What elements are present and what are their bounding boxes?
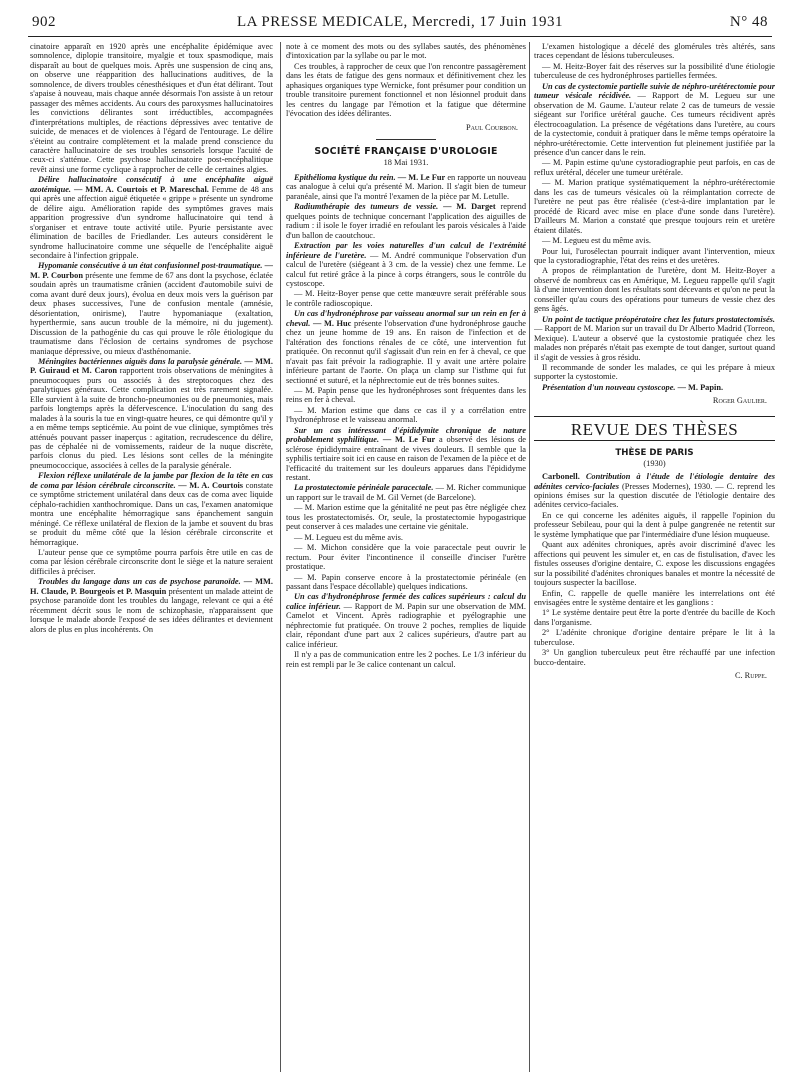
paragraph: — M. Marion estime que dans ce cas il y a corrélation entre l'hydronéphrose et le vaisseau anormal.	[286, 405, 526, 425]
article-title: Troubles du langage dans un cas de psychose paranoïde.	[38, 577, 241, 587]
article-authors: — M. Papin.	[677, 382, 724, 392]
article	[534, 472, 775, 510]
paragraph: cinatoire apparaît en 1920 après une encéphalite épidémique avec somnolence, diplopie transitoire, myalgie et toux spasmodique, mais disparaît au bout de quelques mois. Après une suspension de cinq ans, on observe une réapparition des hallucinations auditives, de la somnolence, de divers troubles cénesthésiques et d'un état délirant. Tout s'apaise à nouveau, mais chaque année désormais l'on assiste à un retour passager des mêmes accidents. Au cours des paroxysmes hallucinatoires les convictions délirantes sont irréductibles, accompagnées d'interprétations multiples, de réactions dépressives avec tentative de suicide, de menaces et de violences à l'égard de l'entourage. Le délire s'éteint au contraire complètement et la malade prend conscience du caractère hallucinatoire de ses troubles sensoriels lorsque l'acuité de ceux-ci s'atténue. Cette psychose hallucinatoire post-encéphalitique revêt ainsi une forme cyclique à rapprocher de celle de certaines algies.	[30, 42, 273, 174]
paragraph: En ce qui concerne les adénites aiguës, il rappelle l'opinion du professeur Sebileau, pour qui la dent à pulpe gangrenée ne retentit sur le système lymphatique que par l'intermédiaire d'une lésion muqueuse.	[534, 510, 775, 539]
paragraph: Il n'y a pas de communication entre les 2 poches. Le 1/3 inférieur du rein est rempli par le 3e calice contenant un calcul.	[286, 650, 526, 669]
article-title: Un cas d'hydronéphrose par vaisseau anormal sur un rein en fer à cheval.	[286, 309, 526, 328]
article-body: rapportent trois observations de méningites à pneumocoques purs ou associés à des streptocoques chez des paralytiques généraux. Cette complication est très rarement signalée. Elle survient à la suite de broncho-pneumonies ou de pneumonies, mais parfois longtemps après la défervescence. L'inoculation du sang des malades à la souris la tue en vingt-quatre heures, ce qui démontre qu'il y a en même temps septicémie. Au point de vue clinique, symptômes très atténués pouvant passer inaperçus : agitation, recrudescence du délire, pas de céphalée ni de vomissements, raideur de la nuque discrète, parfois clonus du pied. Les lésions sont celles de la méningite pneumococcique, associées à celles de la paralysie générale.	[30, 366, 273, 470]
column-middle	[286, 42, 526, 1082]
list-item: 1° Le système dentaire peut être la porte d'entrée du bacille de Koch dans l'organisme.	[534, 608, 775, 627]
signature: Roger Gaulier.	[712, 396, 767, 406]
these-heading: THÈSE DE PARIS	[615, 448, 694, 459]
paragraph: Ces troubles, à rapprocher de ceux que l'on rencontre passagèrement dans les états de fatigue des gens normaux et définitivement chez les aphasiques organiques type Wernicke, font présumer pour condition un trouble transitoire purement fonctionnel et non lésionnel produit dans les centres du langage par l'émotion et la fatigue que détermine l'évocation des idées délirantes.	[286, 61, 526, 119]
article-title: Sur un cas intéressant d'épididymite chronique de nature probablement syphilitique.	[286, 425, 526, 445]
header-rule	[28, 36, 772, 37]
paragraph: — M. Papin estime qu'une cystoradiographie peut parfois, en cas de reflux urétéral, déceler une tumeur urétérale.	[534, 158, 775, 177]
article-authors: — M. Darget	[443, 202, 496, 212]
list-item: 2° L'adénite chronique d'origine dentaire prépare le lit à la tuberculose.	[534, 628, 775, 647]
article	[30, 357, 273, 470]
article-body: — M. André communique l'observation d'un calcul de l'uretère (siégeant à 3 cm. de la vessie) chez une femme. Le calcul fut retiré grâce à la pince à corps étrangers, sous le contrôle du cystoscope.	[286, 250, 526, 288]
article-authors: — MM. P. Guiraud et M. Caron	[30, 356, 273, 376]
article-title: Hypomanie consécutive à un état confusionnel post-traumatique.	[38, 261, 263, 271]
article-body: — M. Richer communique un rapport sur le travail de M. Gil Vernet (de Barcelone).	[286, 483, 526, 502]
article-authors: — MM. A. Courtois et P. Mareschal.	[73, 184, 209, 194]
article-body: présentent un malade atteint de psychose paranoïde dont les troubles du langage, relevant ce qui a été récemment décrit sous le nom de schizophasie, n'apparaissent que lorsque le malade aborde l'exposé de ses idées délirantes et deviennent alors de plus en plus incohérents. On	[30, 586, 273, 634]
article-body: Femme de 48 ans qui après une affection aiguë étiquetée « grippe » présente un syndrome de délire aigu. Amélioration rapide des symptômes graves mais apparition progressive d'un syndrome hallucinatoire qui tend à s'organiser et entrave toute activité utile. Pyurie persistante avec élimination de bacilles de Friedlander. Les auteurs considèrent le syndrome hallucinatoire comme une séquelle de l'encéphalite aiguë secondaire à l'infection grippale.	[30, 184, 273, 260]
article-title: Flexion réflexe unilatérale de la jambe par flexion de la tête en cas de coma par lésion cérébrale circonscrite.	[30, 471, 273, 490]
article-title: Epithélioma kystique du rein.	[294, 172, 396, 182]
article	[286, 309, 526, 385]
paragraph: — M. Papin conserve encore à la prostatectomie périnéale (en passant dans l'espace décollable) quelques indications.	[286, 572, 526, 592]
society-heading: SOCIÉTÉ FRANÇAISE D'UROLOGIE	[314, 146, 498, 158]
article-title: Extraction par les voies naturelles d'un calcul de l'extrémité inférieure de l'uretère.	[286, 241, 526, 260]
article-body: — Rapport de M. Legueu sur une observation de M. Gaume. L'auteur relate 2 cas de tumeurs de vessie siégeant sur l'orifice urétéral gauche. Ces tumeurs récidivent après électrocoagulation. La présence de végétations dans l'uretère, au cours de la cystectomie, conduit à pratiquer dans le même temps opératoire la néphro-urétérectomie. Cette intervention fut pleinement justifiée par la présence d'un cancer dans le rein.	[534, 91, 775, 157]
column-divider	[280, 42, 281, 1072]
article-body: — Rapport de M. Marion sur un travail du Dr Alberto Madrid (Torreon, Mexique). L'auteur a observé que la cystostomie pratiquée chez les malades non préparés n'était pas exempte de tout danger, surtout quand il s'agit de vessies à gros résidu.	[534, 324, 775, 362]
these-year: (1930)	[643, 458, 666, 468]
paragraph: note à ce moment des mots ou des syllabes sautés, des phénomènes d'intoxication par la syllabe ou par le mot.	[286, 42, 526, 61]
signature: C. Ruppe.	[734, 671, 767, 681]
paragraph: — M. Heitz-Boyer pense que cette manœuvre serait préférable sous le contrôle radioscopique.	[286, 289, 526, 308]
article-title: Radiumthérapie des tumeurs de vessie.	[294, 202, 439, 212]
paragraph: — M. Marion pratique systématiquement la néphro-urétérectomie dans les cas de tumeurs vésicales où la réimplantation correcte de l'uretère ne peut pas être réalisée (c'est-à-dire implantation par le procédé de Ricard avec mise en place d'une sonde dans l'uretère). D'ailleurs M. Marion a constaté que presque toujours rein et uretère étaient dilatés.	[534, 178, 775, 235]
article-body: en rapporte un nouveau cas analogue à celui qu'a présenté M. Marion. Il s'agit bien de tumeur paranéale, ainsi que l'a montré l'examen de la pièce par M. Letulle.	[286, 172, 526, 201]
section-divider	[376, 139, 436, 140]
signature: Paul Courbon.	[465, 122, 518, 132]
article-body: a observé des lésions de sclérose épididymaire entraînant de vives douleurs. Il semble que la syphilis tertiaire soit ici en cause en raison de l'examen de la pièce et de l'efficacité du traitement sur les douleurs apparues dans l'épididyme restant.	[286, 435, 526, 483]
article-title: La prostatectomie périnéale paracectale.	[294, 483, 434, 493]
article	[534, 82, 775, 158]
list-item: 3° Un ganglion tuberculeux peut être réchauffé par une infection bucco-dentaire.	[534, 648, 775, 667]
article	[286, 592, 526, 649]
paragraph: Pour lui, l'urosélectan pourrait indiquer avant l'intervention, mieux que la cystoradiographie, l'état des reins et des uretères.	[534, 246, 775, 265]
article-authors: — M. A. Courtois	[178, 480, 244, 490]
paragraph: — M. Legueu est du même avis.	[542, 236, 651, 246]
page-header	[28, 14, 772, 36]
article	[30, 261, 273, 356]
article-body: reprend quelques points de technique concernant l'application des aiguilles de radium : il isole le foyer irradié en refoulant les parois vésicales à l'aide d'un ballon de caoutchouc.	[286, 202, 526, 240]
article-title: Un cas de cystectomie partielle suivie de néphro-urétérectomie pour tumeur vésicale récidivée.	[534, 81, 775, 101]
article-body: (Presses Modernes), 1930. — C. reprend les opinions émises sur la question discutée de l'étiologie dentaire des adénites cervico-faciales.	[534, 481, 775, 510]
article-title: Délire hallucinatoire consécutif à une encéphalite aiguë azotémique.	[30, 175, 273, 194]
paragraph: Il recommande de sonder les malades, ce qui les prépare à mieux supporter la cystostomie.	[534, 362, 775, 382]
paragraph: — M. Legueu est du même avis.	[294, 532, 403, 542]
article	[30, 471, 273, 547]
article	[286, 426, 526, 483]
paragraph: L'auteur pense que ce symptôme pourra parfois être utile en cas de coma par lésion cérébrale circonscrite dont le siège et la nature seraient difficiles à préciser.	[30, 548, 273, 576]
article-authors: — M. P. Courbon	[30, 261, 273, 280]
article	[30, 577, 273, 634]
article	[534, 315, 775, 362]
article-authors: — MM. H. Claude, P. Bourgeois et P. Masquin	[30, 577, 273, 596]
article-body: — Rapport de M. Papin sur une observation de MM. Camelot et Vincent. Après radiographie et pyélographie une néphrectomie fut pratiquée. On trouve 2 poches, remplies de liquide clair, répondant d'une part aux 2 calices supérieurs, d'autre part au calice inférieur.	[286, 601, 526, 649]
paragraph: — M. Heitz-Boyer fait des réserves sur la possibilité d'une étiologie tuberculeuse de ces hydronéphroses partielles fermées.	[534, 61, 775, 81]
paragraph: — M. Marion estime que la génitalité ne peut pas être négligée chez tous les prostatectomisés. Or, seule, la prostatectomie hypogastrique peut conserver à ces malades une certaine vie génitale.	[286, 503, 526, 532]
article-authors: — M. Huc	[312, 318, 352, 328]
page-number: 902	[32, 14, 56, 30]
issue-number: N° 48	[729, 14, 768, 30]
article-body: présente une femme de 67 ans dont la psychose, éclatée soudain après un traumatisme crânien (accident d'automobile suivi de coma avant duré deux jours), évolua en deux mois vers la guérison par deux phases successives, l'une de confusion mentale (amnésie, désorientation, onirisme), l'autre hypomaniaque (exaltation, hyperthermie, sans aucun trouble de la mémoire, ni du jugement). Discussion de la pathogénie du cas qui prouve le rôle étiologique du traumatisme dans l'éclosion de certains syndromes de psychose maniaque dépressive, ou mieux d'asthénomanie.	[30, 270, 273, 356]
section-heading-revue: REVUE DES THÈSES	[534, 416, 775, 441]
article	[286, 241, 526, 288]
paragraph: Quant aux adénites chroniques, après avoir discriminé d'avec les affections qui peuvent les simuler et, en cas de fistulisation, d'avec les fistules osseuses d'origine dentaire, C. expose les discussions engagées sur la possibilité d'adénites chroniques banales et montre la nécessité de toujours suspecter la bacillose.	[534, 540, 775, 588]
column-right	[534, 42, 775, 1082]
article-authors: — M. Le Fur	[397, 172, 446, 182]
article	[286, 483, 526, 502]
article-title: Un cas d'hydronéphrose fermée des calices supérieurs : calcul du calice inférieur.	[286, 592, 526, 611]
article	[534, 383, 775, 392]
article	[30, 175, 273, 260]
paragraph: — M. Michon considère que la voie paracectale peut ouvrir le rectum. Pour éviter l'incontinence il conseille d'inciser l'urètre prostatique.	[286, 543, 526, 572]
article-authors: — M. Le Fur	[382, 435, 436, 445]
paragraph: — M. Papin pense que les hydronéphroses sont fréquentes dans les reins en fer à cheval.	[286, 385, 526, 405]
article-title: Présentation d'un nouveau cystoscope.	[542, 382, 676, 392]
paragraph: Enfin, C. rappelle de quelle manière les interrelations ont été envisagées entre le système dentaire et les ganglions :	[534, 588, 775, 608]
paragraph: A propos de réimplantation de l'uretère, dont M. Heitz-Boyer a observé de nombreux cas en Amérique, M. Legueu rappelle qu'il s'agit là d'une intervention dont les résultats sont décevants et qu'on ne peut la conseiller qu'au cours des opérations pour tumeurs de vessie chez des gens âgés.	[534, 266, 775, 314]
article-title: Un point de tactique préopératoire chez les futurs prostatectomisés.	[542, 314, 775, 324]
these-title: Contribution à l'étude de l'étiologie dentaire des adénites cervico-faciales	[534, 472, 775, 491]
article-body: constate ce symptôme strictement unilatéral dans deux cas de coma avec liquide céphalo-rachidien xanthochromique. Dans un cas, l'examen anatomique montra une encéphalite hémorragique sans épanchement sanguin méningé. Ce réflexe unilatéral de flexion de la jambe et souvent du bras se produit du même côté que la lésion cérébrale circonscrite et hémorragique.	[30, 480, 273, 547]
article	[286, 173, 526, 201]
article	[286, 202, 526, 240]
column-divider	[529, 42, 530, 1072]
column-left	[30, 42, 273, 1082]
article-body: présente l'observation d'une hydronéphrose gauche chez un jeune homme de 19 ans. En raison de l'infection et de l'altération des fonctions rénales de ce côté, une intervention fut pratiquée. On reconnut qu'il s'agissait d'un rein en fer à cheval, ce que n'avait pas fait prévoir la radiographie. Il y avait une artère polaire inférieure partant de l'aorte. On plaça un clamp sur l'isthme qui fut sectionné et suturé, et la néphrectomie eut de très bonnes suites.	[286, 318, 526, 385]
paragraph: L'examen histologique a décelé des glomérules très altérés, sans traces cependant de lésions tuberculeuses.	[534, 42, 775, 61]
article-title: Méningites bactériennes aiguës dans la paralysie générale.	[38, 356, 243, 366]
session-date: 18 Mai 1931.	[383, 157, 429, 167]
journal-title: LA PRESSE MEDICALE, Mercredi, 17 Juin 1931	[237, 14, 563, 30]
these-author: Carbonell.	[542, 472, 580, 482]
